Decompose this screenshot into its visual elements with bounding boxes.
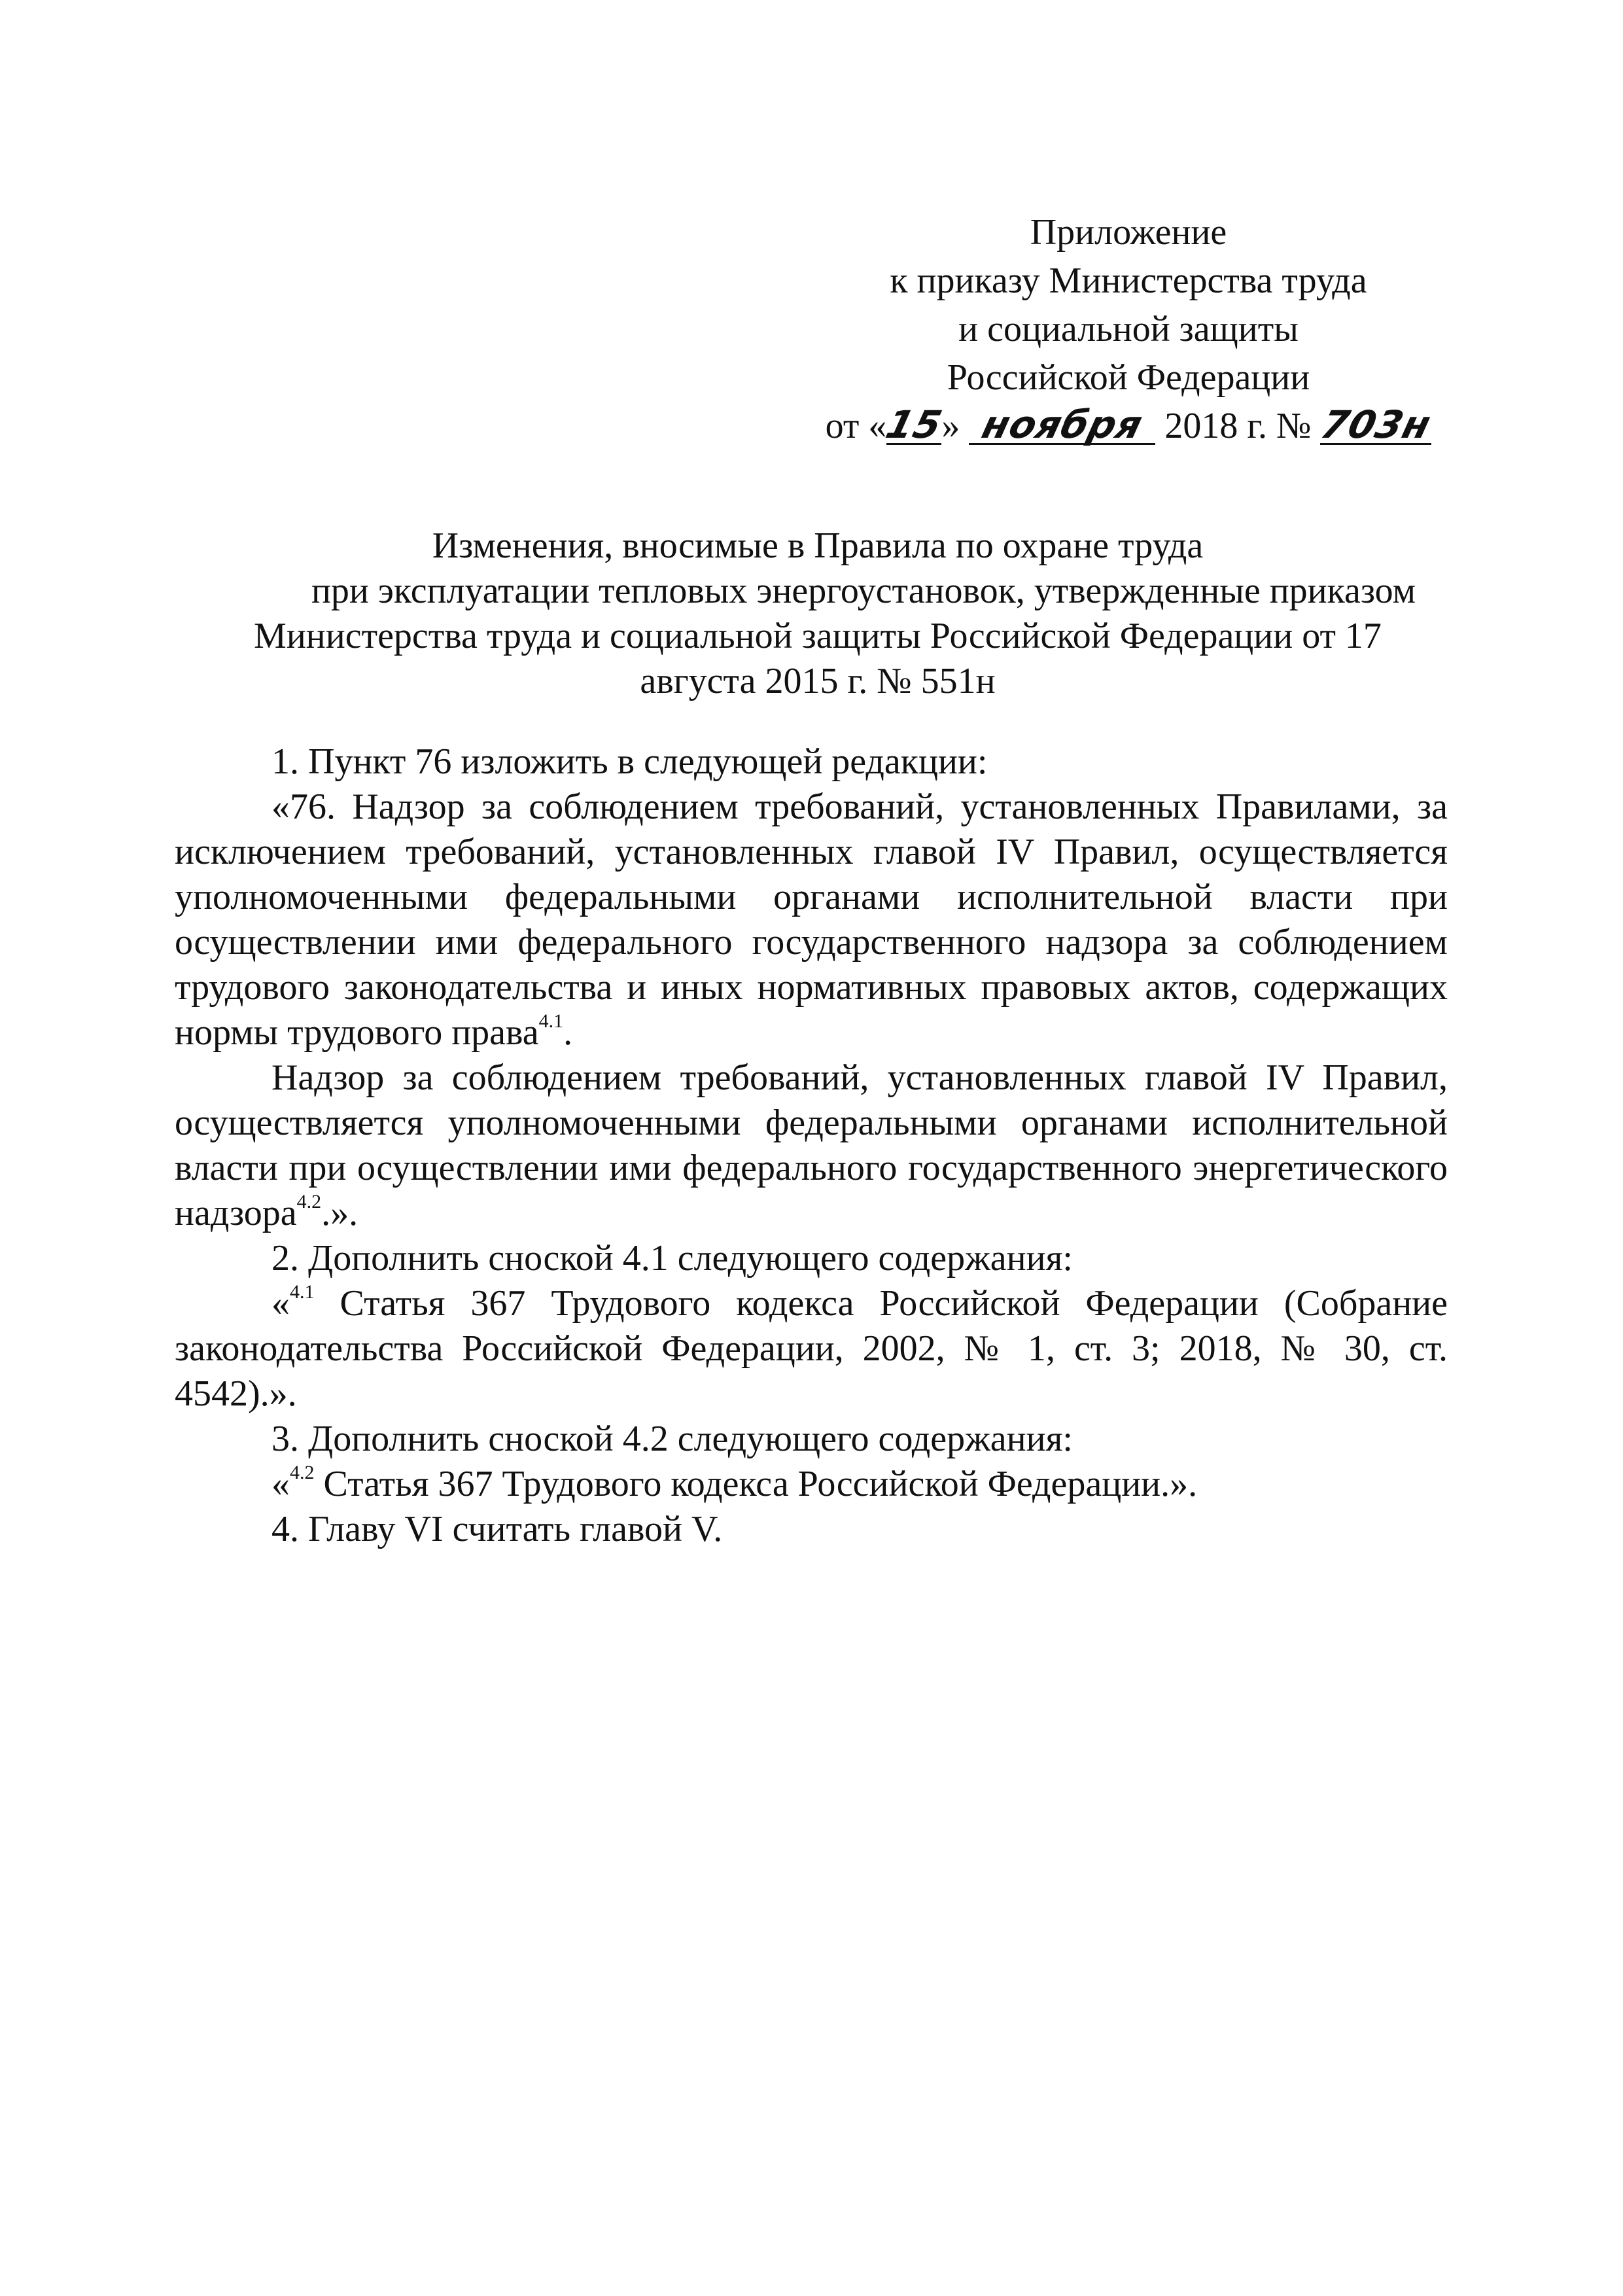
footnote-ref-4-1: 4.1 [538,1010,564,1032]
item-1-text-paragraph-1 [175,785,1448,1055]
paragraph-text: Надзор за соблюдением требований, установленных главой IV Правил, осуществляется уполномоченными федеральными органами исполнительной власти при осуществлении ими федерального государственного энергетического надзора [175,1057,1448,1233]
order-date-line [821,402,1436,450]
order-number-field [1316,402,1436,447]
date-mid: » [941,406,960,446]
date-day-field [881,402,947,447]
title-line-4: августа 2015 г. № 551н [640,661,996,701]
annex-country: Российской Федерации [947,357,1310,398]
footnote-marker-4-2: 4.2 [290,1462,315,1483]
title-line-1: Изменения, вносимые в Правила по охране труда [432,525,1204,566]
footnote-text: Статья 367 Трудового кодекса Российской Федерации (Собрание законодательства Российской Федерации, 2002, № 1, ст. 3; 2018, № 30, ст. 4542).». [175,1283,1448,1414]
annex-ministry: и социальной защиты [958,309,1299,349]
item-3: 3. Дополнить сноской 4.2 следующего содержания: [271,1419,1073,1459]
item-1-text-paragraph-2 [175,1055,1448,1236]
date-month-handwritten: ноября [977,402,1147,447]
date-prefix: от « [825,406,887,446]
date-year: 2018 г. № [1164,406,1312,446]
date-day-handwritten: 15 [881,402,947,447]
title-line-3: Министерства труда и социальной защиты Российской Федерации от 17 [254,616,1382,656]
item-2: 2. Дополнить сноской 4.1 следующего содержания: [271,1238,1073,1279]
footnote-ref-4-2: 4.2 [296,1191,322,1212]
order-number-handwritten: 703н [1316,402,1436,447]
item-1: 1. Пункт 76 изложить в следующей редакции: [271,741,988,782]
footnote-4-2-text [175,1462,1448,1507]
paragraph-text: «76. Надзор за соблюдением требований, установленных Правилами, за исключением требований, установленных главой IV Правил, осуществляется уполномоченными федеральными органами исполнительной власти при осуществлении ими федерального государственного надзора за соблюдением трудового законодательства и иных нормативных правовых актов, содержащих нормы трудового права [175,786,1448,1053]
annex-label: Приложение [1030,212,1227,253]
quote-open: « [271,1464,290,1504]
quote-open: « [271,1283,290,1324]
title-line-2: при эксплуатации тепловых энергоустановок, утвержденные приказом [311,571,1416,611]
annex-header [821,208,1436,450]
footnote-marker-4-1: 4.1 [290,1281,315,1303]
document-title [164,523,1472,704]
paragraph-end: .». [321,1193,358,1233]
footnote-4-1-text [175,1281,1448,1417]
annex-order-ref: к приказу Министерства труда [890,260,1367,301]
date-month-field [969,402,1155,447]
paragraph-end: . [563,1012,573,1053]
item-4: 4. Главу VI считать главой V. [271,1509,723,1549]
document-body [175,739,1448,1552]
footnote-text: Статья 367 Трудового кодекса Российской Федерации.». [314,1464,1198,1504]
